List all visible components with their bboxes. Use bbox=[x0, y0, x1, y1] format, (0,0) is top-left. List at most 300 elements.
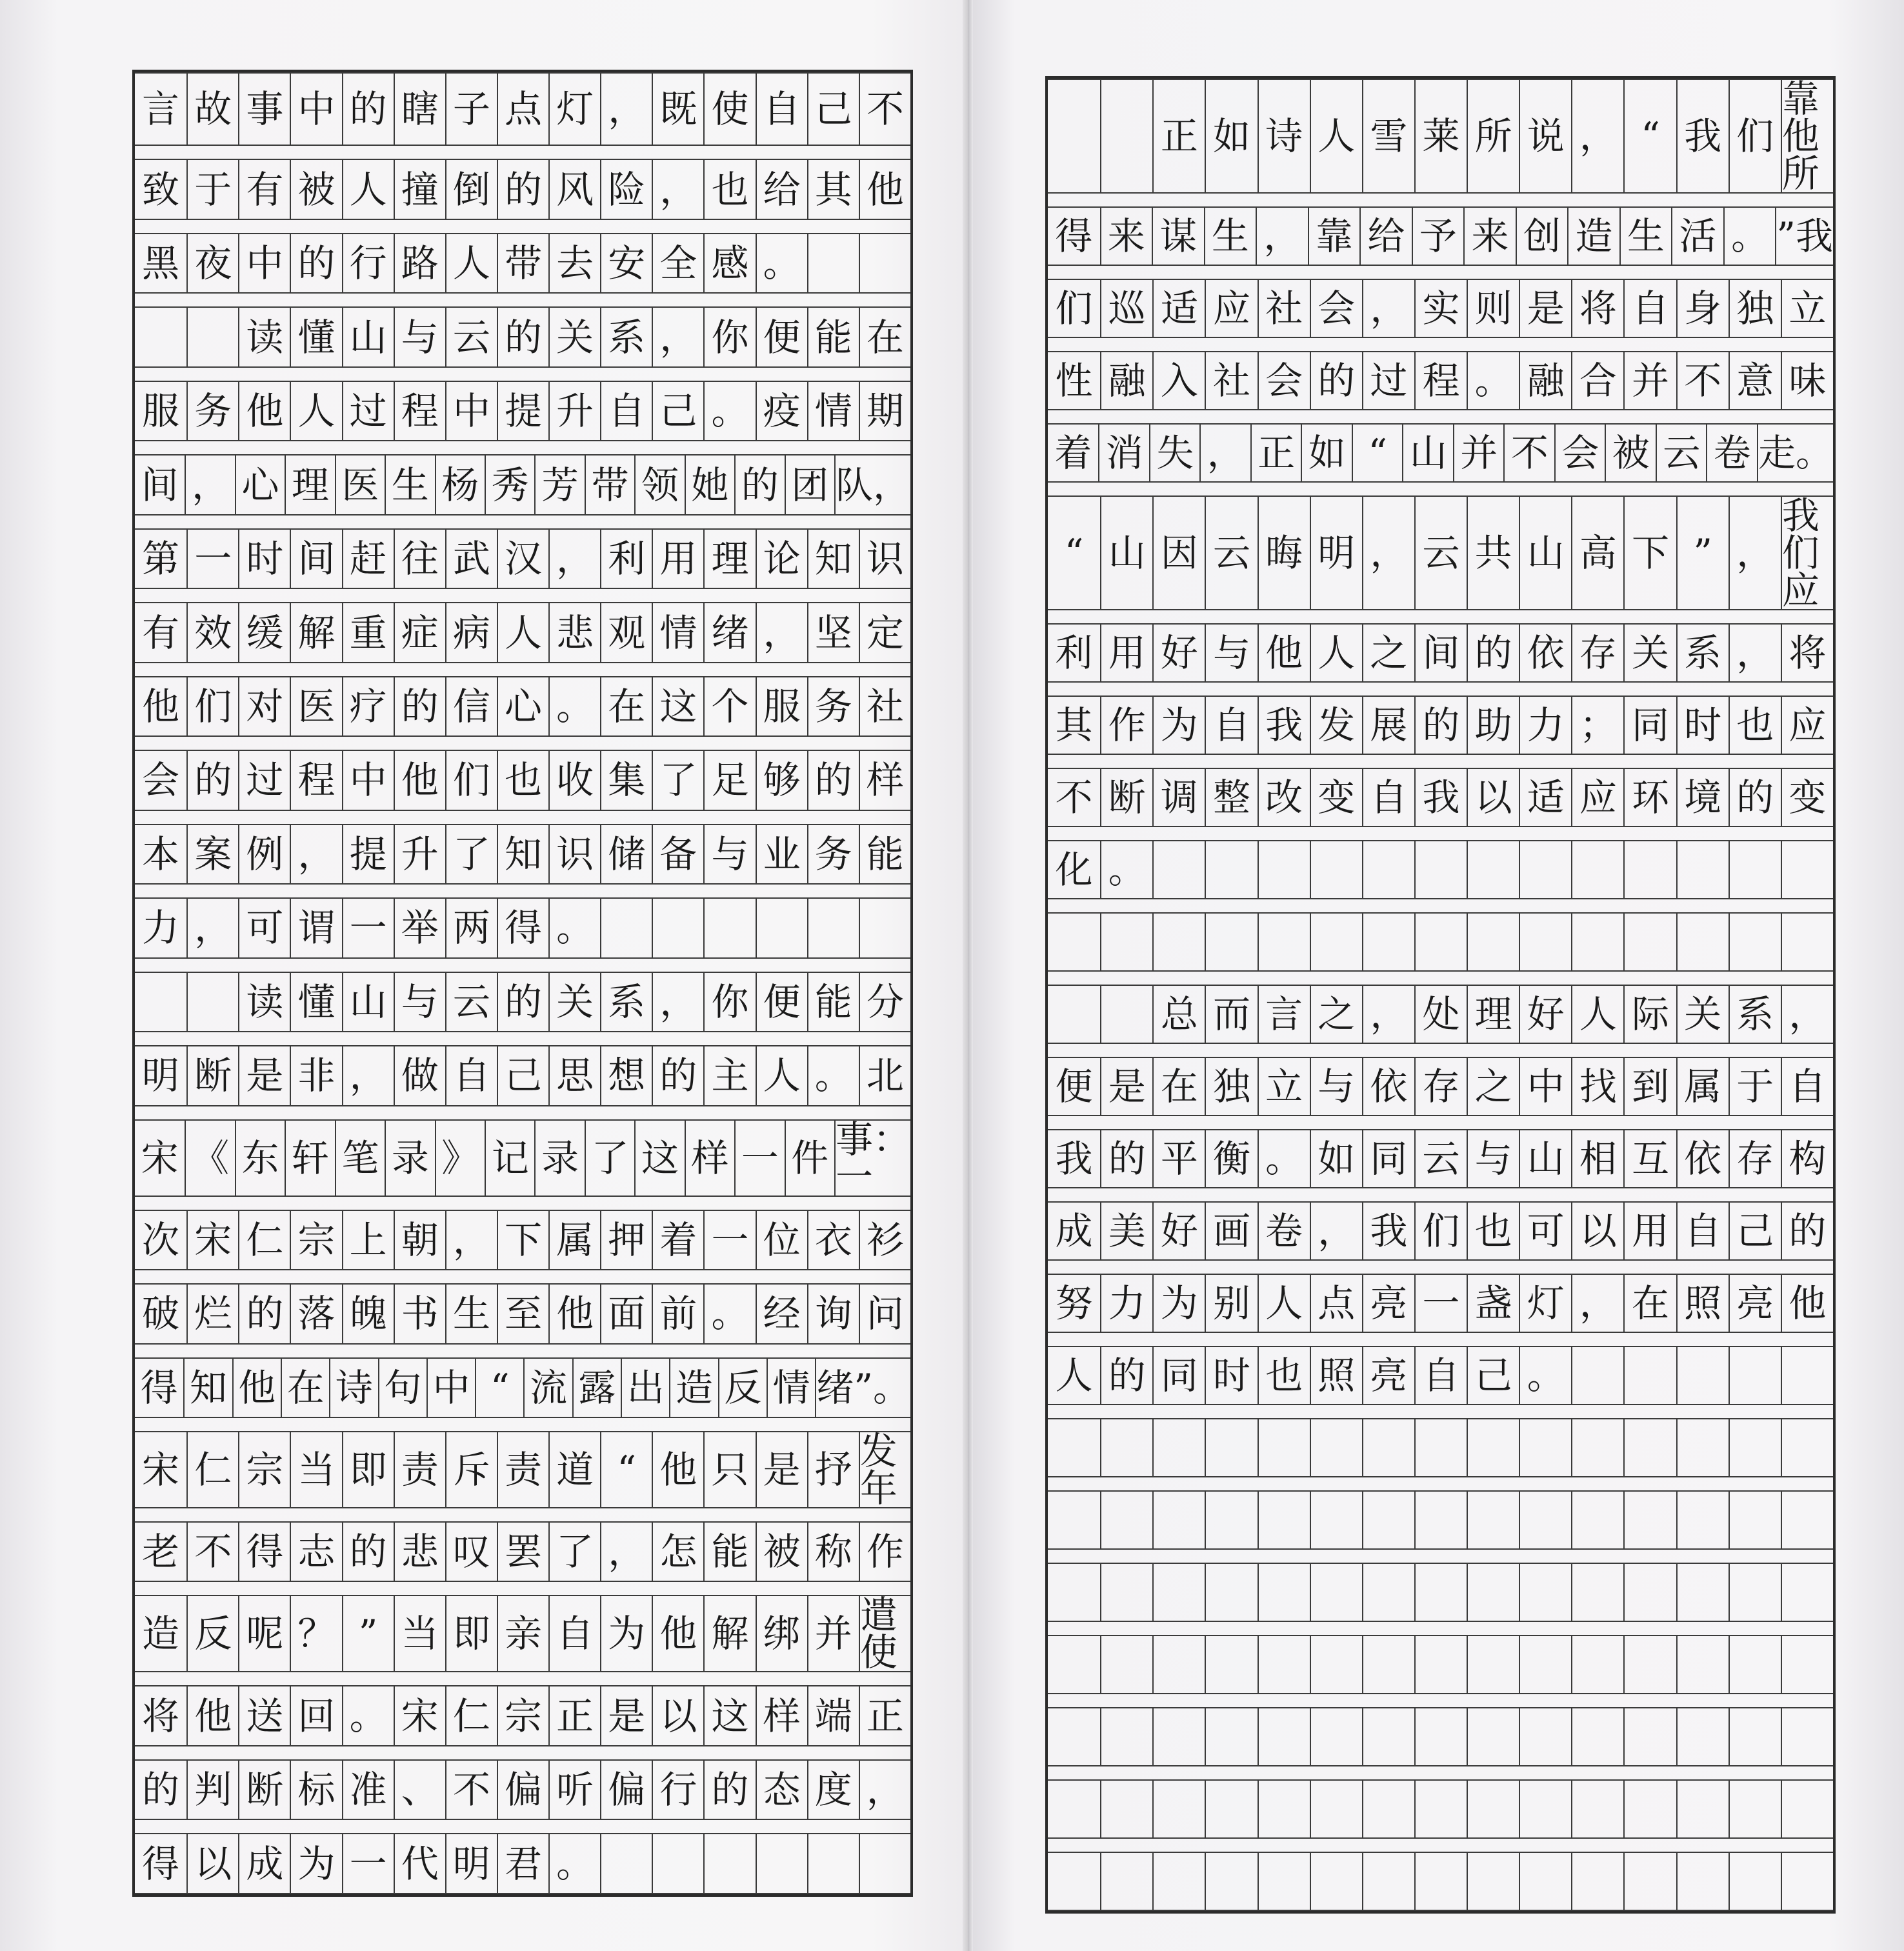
grid-cell: ？ bbox=[290, 1596, 341, 1671]
grid-cell: 应 bbox=[1781, 697, 1833, 754]
grid-row bbox=[135, 885, 910, 958]
grid-cell: 服 bbox=[756, 677, 807, 735]
grid-cell: 罢 bbox=[497, 1523, 548, 1581]
grid-cell: 反 bbox=[718, 1359, 767, 1417]
grid-cell: 与 bbox=[1310, 1058, 1362, 1115]
grid-cell: 依 bbox=[1362, 1058, 1414, 1115]
text-line bbox=[1048, 79, 1833, 194]
grid-cell: 我们应 bbox=[1781, 497, 1833, 609]
grid-cell: 变 bbox=[1781, 769, 1833, 826]
grid-row bbox=[1048, 1839, 1833, 1911]
grid-cell: 样 bbox=[685, 1121, 734, 1196]
grid-cell: 出 bbox=[621, 1359, 669, 1417]
grid-row bbox=[135, 368, 910, 441]
grid-cell: 因 bbox=[1152, 497, 1205, 609]
grid-cell bbox=[1362, 1492, 1414, 1548]
grid-cell: 过 bbox=[1362, 352, 1414, 409]
grid-cell: 标 bbox=[290, 1761, 341, 1819]
grid-cell: “ bbox=[1352, 425, 1403, 481]
grid-cell: ” bbox=[1676, 497, 1729, 609]
text-line bbox=[1048, 768, 1833, 827]
grid-cell: 。 bbox=[1723, 208, 1776, 265]
grid-cell: 的 bbox=[1467, 625, 1519, 681]
grid-cell: 来 bbox=[1463, 208, 1516, 265]
grid-row bbox=[1048, 1694, 1833, 1766]
text-line bbox=[1048, 495, 1833, 610]
grid-cell: 力 bbox=[1519, 697, 1571, 754]
text-line bbox=[1048, 1346, 1833, 1405]
grid-cell: 可 bbox=[238, 899, 290, 957]
grid-cell bbox=[1414, 1853, 1467, 1910]
grid-cell bbox=[1362, 1564, 1414, 1621]
grid-cell bbox=[1781, 841, 1833, 898]
grid-cell: 亮 bbox=[1729, 1275, 1781, 1332]
grid-cell: 绪”。 bbox=[815, 1359, 910, 1417]
grid-cell: 也 bbox=[497, 751, 548, 809]
grid-cell bbox=[1100, 1492, 1152, 1548]
grid-row bbox=[1048, 1188, 1833, 1261]
grid-cell: 照 bbox=[1676, 1275, 1729, 1332]
grid-cell: 只 bbox=[703, 1432, 755, 1507]
grid-cell bbox=[1100, 1708, 1152, 1765]
grid-cell: 押 bbox=[600, 1211, 652, 1269]
grid-cell: 叹 bbox=[445, 1523, 497, 1581]
grid-cell: ； bbox=[1571, 697, 1623, 754]
grid-cell: 流 bbox=[523, 1359, 572, 1417]
grid-cell bbox=[1623, 1419, 1676, 1476]
grid-row bbox=[135, 959, 910, 1032]
grid-row bbox=[135, 589, 910, 663]
grid-cell: 的 bbox=[342, 74, 394, 145]
grid-cell: 在 bbox=[859, 308, 910, 366]
grid-cell: 利 bbox=[600, 530, 652, 588]
grid-cell: 的 bbox=[1100, 1130, 1152, 1187]
grid-cell: 云 bbox=[1414, 497, 1467, 609]
grid-row bbox=[1048, 483, 1833, 610]
grid-cell: 得 bbox=[142, 1841, 180, 1886]
grid-cell: 人 bbox=[1055, 1354, 1093, 1397]
grid-cell: 非 bbox=[290, 1046, 341, 1105]
grid-cell: 社 bbox=[1205, 352, 1257, 409]
grid-cell: 依 bbox=[1519, 625, 1571, 681]
grid-cell: 应 bbox=[1571, 769, 1623, 826]
grid-row bbox=[135, 663, 910, 737]
grid-cell: 适 bbox=[1152, 280, 1205, 337]
grid-cell bbox=[1571, 1419, 1623, 1476]
grid-cell: 足 bbox=[703, 751, 755, 809]
grid-cell: 走。 bbox=[1757, 425, 1833, 481]
grid-cell: 点 bbox=[497, 74, 548, 145]
grid-cell: 人 bbox=[756, 1046, 807, 1105]
grid-cell bbox=[135, 308, 186, 366]
grid-cell bbox=[1519, 1419, 1571, 1476]
grid-cell: 是 bbox=[1519, 280, 1571, 337]
grid-cell: 其 bbox=[1055, 703, 1093, 747]
grid-row bbox=[135, 1418, 910, 1508]
grid-row bbox=[135, 1820, 910, 1894]
grid-row bbox=[1048, 338, 1833, 410]
grid-cell: 的 bbox=[497, 973, 548, 1031]
grid-cell: 经 bbox=[756, 1285, 807, 1343]
grid-cell: 好 bbox=[1519, 986, 1571, 1043]
grid-cell: 时 bbox=[1676, 697, 1729, 754]
grid-cell bbox=[1467, 1781, 1519, 1837]
grid-row bbox=[1048, 683, 1833, 755]
grid-cell: 的 bbox=[734, 455, 784, 514]
grid-cell: 如 bbox=[1301, 425, 1352, 481]
grid-cell bbox=[1152, 1636, 1205, 1693]
grid-cell: 当 bbox=[290, 1432, 341, 1507]
grid-cell: 点 bbox=[1310, 1275, 1362, 1332]
grid-cell: 互 bbox=[1623, 1130, 1676, 1187]
grid-cell: 将 bbox=[1571, 280, 1623, 337]
grid-cell bbox=[807, 1834, 859, 1892]
grid-cell: 件 bbox=[785, 1121, 834, 1196]
grid-cell: 属 bbox=[548, 1211, 600, 1269]
grid-cell: 仁 bbox=[186, 1432, 238, 1507]
text-line bbox=[135, 1357, 910, 1418]
grid-cell: 称 bbox=[807, 1523, 859, 1581]
grid-cell: 样 bbox=[756, 1686, 807, 1745]
grid-cell: 样 bbox=[859, 751, 910, 809]
text-line bbox=[135, 1759, 910, 1820]
grid-cell: 际 bbox=[1623, 986, 1676, 1043]
grid-cell bbox=[1152, 1419, 1205, 1476]
grid-cell bbox=[1781, 1564, 1833, 1621]
grid-cell bbox=[1729, 1347, 1781, 1404]
text-line bbox=[1048, 1563, 1833, 1622]
grid-cell: 系 bbox=[1676, 625, 1729, 681]
grid-cell: 关 bbox=[548, 973, 600, 1031]
grid-cell: ， bbox=[185, 455, 234, 514]
grid-cell bbox=[1623, 841, 1676, 898]
grid-cell bbox=[1048, 1853, 1100, 1910]
grid-cell: 生 bbox=[1619, 208, 1672, 265]
grid-cell: 画 bbox=[1205, 1203, 1257, 1259]
grid-cell: 他 bbox=[548, 1285, 600, 1343]
text-line bbox=[1048, 912, 1833, 972]
grid-cell: 程 bbox=[1414, 352, 1467, 409]
grid-cell: 间 bbox=[290, 530, 341, 588]
grid-cell: 准 bbox=[342, 1761, 394, 1819]
grid-cell: 诗 bbox=[329, 1359, 377, 1417]
grid-cell: 失 bbox=[1149, 425, 1200, 481]
grid-row bbox=[135, 294, 910, 367]
grid-cell: 、 bbox=[394, 1761, 445, 1819]
grid-cell bbox=[1100, 986, 1152, 1043]
grid-cell: 时 bbox=[238, 530, 290, 588]
text-line bbox=[1048, 1779, 1833, 1839]
grid-cell: 人 bbox=[1258, 1275, 1310, 1332]
grid-cell bbox=[1519, 1853, 1571, 1910]
grid-cell bbox=[1729, 1492, 1781, 1548]
grid-cell: ， bbox=[290, 825, 341, 883]
grid-cell: 黑 bbox=[142, 241, 180, 286]
grid-cell: 主 bbox=[703, 1046, 755, 1105]
text-line bbox=[135, 306, 910, 367]
grid-cell bbox=[1362, 1636, 1414, 1693]
grid-cell: 的 bbox=[142, 1768, 180, 1812]
grid-cell: 己 bbox=[497, 1046, 548, 1105]
grid-cell bbox=[1414, 1781, 1467, 1837]
grid-cell: 做 bbox=[394, 1046, 445, 1105]
text-line bbox=[1048, 423, 1833, 483]
grid-cell: 询 bbox=[807, 1285, 859, 1343]
grid-cell bbox=[1519, 1636, 1571, 1693]
grid-cell: 险 bbox=[600, 160, 652, 218]
grid-cell: 卷 bbox=[1258, 1203, 1310, 1259]
text-line bbox=[135, 528, 910, 589]
grid-cell: ， bbox=[186, 899, 238, 957]
grid-cell bbox=[1623, 1781, 1676, 1837]
grid-cell bbox=[1467, 1636, 1519, 1693]
grid-cell: 存 bbox=[1729, 1130, 1781, 1187]
grid-cell: 以 bbox=[652, 1686, 703, 1745]
grid-cell: 业 bbox=[756, 825, 807, 883]
grid-cell: 山 bbox=[1519, 497, 1571, 609]
grid-cell: 衫 bbox=[859, 1211, 910, 1269]
grid-cell bbox=[1310, 1781, 1362, 1837]
grid-cell bbox=[1571, 914, 1623, 970]
grid-cell: 位 bbox=[756, 1211, 807, 1269]
grid-cell: 依 bbox=[1676, 1130, 1729, 1187]
text-line bbox=[1048, 1418, 1833, 1477]
grid-cell: 会 bbox=[1554, 425, 1605, 481]
grid-cell: 医 bbox=[335, 455, 385, 514]
grid-cell: 构 bbox=[1781, 1130, 1833, 1187]
grid-cell: 他 bbox=[186, 1686, 238, 1745]
text-line bbox=[1048, 985, 1833, 1044]
grid-cell bbox=[1414, 1636, 1467, 1693]
grid-cell: 会 bbox=[1310, 280, 1362, 337]
grid-cell: 不 bbox=[186, 1523, 238, 1581]
grid-cell: 味 bbox=[1781, 352, 1833, 409]
grid-cell: 。 bbox=[807, 1046, 859, 1105]
grid-cell bbox=[1729, 1564, 1781, 1621]
grid-cell: 端 bbox=[807, 1686, 859, 1745]
grid-cell: 思 bbox=[548, 1046, 600, 1105]
grid-cell bbox=[1258, 1419, 1310, 1476]
grid-cell: 责 bbox=[497, 1432, 548, 1507]
grid-cell bbox=[1100, 1564, 1152, 1621]
grid-cell bbox=[1467, 1419, 1519, 1476]
grid-cell: 应 bbox=[1205, 280, 1257, 337]
grid-cell: 时 bbox=[1205, 1347, 1257, 1404]
grid-cell: 悲 bbox=[394, 1523, 445, 1581]
grid-cell bbox=[186, 973, 238, 1031]
grid-cell: 山 bbox=[342, 973, 394, 1031]
grid-cell: 其 bbox=[807, 160, 859, 218]
grid-cell: 论 bbox=[756, 530, 807, 588]
grid-cell bbox=[1623, 1492, 1676, 1548]
grid-cell: 一 bbox=[342, 1834, 394, 1892]
grid-cell: 说 bbox=[1519, 80, 1571, 192]
grid-cell bbox=[1623, 1636, 1676, 1693]
grid-cell: 可 bbox=[1519, 1203, 1571, 1259]
grid-cell: 君 bbox=[497, 1834, 548, 1892]
grid-cell: 正 bbox=[548, 1686, 600, 1745]
grid-cell: 好 bbox=[1152, 625, 1205, 681]
grid-cell: 作 bbox=[1100, 697, 1152, 754]
grid-cell: 如 bbox=[1205, 80, 1257, 192]
grid-cell bbox=[1467, 1492, 1519, 1548]
grid-cell: 得 bbox=[1055, 214, 1093, 258]
grid-cell: 作 bbox=[859, 1523, 910, 1581]
grid-cell: 自 bbox=[1676, 1203, 1729, 1259]
grid-cell: 同 bbox=[1152, 1347, 1205, 1404]
grid-cell: 山 bbox=[1100, 497, 1152, 609]
text-line bbox=[1048, 1490, 1833, 1550]
grid-cell: 提 bbox=[342, 825, 394, 883]
grid-cell: 读 bbox=[238, 973, 290, 1031]
grid-cell: 被 bbox=[756, 1523, 807, 1581]
grid-cell: 人 bbox=[290, 382, 341, 440]
grid-cell: 轩 bbox=[285, 1121, 334, 1196]
grid-cell: 我 bbox=[1055, 1137, 1093, 1181]
grid-cell: 将 bbox=[142, 1694, 180, 1738]
grid-row bbox=[1048, 827, 1833, 899]
text-line bbox=[135, 233, 910, 294]
grid-cell: 在 bbox=[281, 1359, 329, 1417]
grid-cell: 用 bbox=[652, 530, 703, 588]
grid-cell: 言 bbox=[1258, 986, 1310, 1043]
grid-cell: 别 bbox=[1205, 1275, 1257, 1332]
grid-cell: 坚 bbox=[807, 603, 859, 661]
grid-row bbox=[1048, 1261, 1833, 1333]
grid-cell: 当 bbox=[394, 1596, 445, 1671]
grid-cell: 夜 bbox=[186, 234, 238, 292]
grid-cell bbox=[1519, 1492, 1571, 1548]
grid-cell bbox=[807, 234, 859, 292]
grid-cell bbox=[859, 899, 910, 957]
grid-cell: 自 bbox=[445, 1046, 497, 1105]
grid-cell: ， bbox=[1362, 986, 1414, 1043]
grid-cell: 融 bbox=[1100, 352, 1152, 409]
text-line bbox=[1048, 1852, 1833, 1911]
grid-cell bbox=[1467, 1853, 1519, 1910]
grid-cell: 靠他所 bbox=[1781, 80, 1833, 192]
grid-cell bbox=[1258, 1853, 1310, 1910]
grid-cell: 魄 bbox=[342, 1285, 394, 1343]
grid-cell: 理 bbox=[1467, 986, 1519, 1043]
grid-cell bbox=[1623, 1708, 1676, 1765]
grid-row bbox=[135, 811, 910, 885]
grid-cell bbox=[1100, 1419, 1152, 1476]
grid-cell: 在 bbox=[600, 677, 652, 735]
grid-cell: 中 bbox=[290, 74, 341, 145]
grid-cell: 为 bbox=[600, 1596, 652, 1671]
grid-cell: 想 bbox=[600, 1046, 652, 1105]
grid-cell: 书 bbox=[394, 1285, 445, 1343]
grid-cell: 断 bbox=[238, 1761, 290, 1819]
grid-cell: 独 bbox=[1205, 1058, 1257, 1115]
grid-cell: “ bbox=[1623, 80, 1676, 192]
grid-cell: 武 bbox=[445, 530, 497, 588]
grid-cell: 老 bbox=[142, 1530, 180, 1574]
grid-cell: 感 bbox=[703, 234, 755, 292]
grid-cell bbox=[1623, 914, 1676, 970]
grid-cell: 与 bbox=[1467, 1130, 1519, 1187]
grid-cell: 代 bbox=[394, 1834, 445, 1892]
grid-cell bbox=[652, 899, 703, 957]
grid-cell: 谋 bbox=[1152, 208, 1204, 265]
grid-cell: 得 bbox=[497, 899, 548, 957]
grid-cell: 美 bbox=[1100, 1203, 1152, 1259]
grid-row bbox=[135, 1508, 910, 1582]
grid-cell: 。 bbox=[548, 677, 600, 735]
grid-cell: 集 bbox=[600, 751, 652, 809]
grid-cell: 展 bbox=[1362, 697, 1414, 754]
grid-cell: 化 bbox=[1055, 848, 1093, 892]
text-line bbox=[135, 1833, 910, 1894]
grid-cell bbox=[600, 899, 652, 957]
grid-cell: 宗 bbox=[238, 1432, 290, 1507]
grid-row bbox=[135, 1106, 910, 1197]
grid-cell: 共 bbox=[1467, 497, 1519, 609]
grid-cell: 发年 bbox=[859, 1432, 910, 1507]
grid-cell: 回 bbox=[290, 1686, 341, 1745]
grid-cell: 知 bbox=[183, 1359, 232, 1417]
grid-row bbox=[135, 441, 910, 515]
grid-cell bbox=[1310, 1492, 1362, 1548]
grid-cell bbox=[1729, 1419, 1781, 1476]
grid-cell: 。 bbox=[703, 382, 755, 440]
grid-row bbox=[135, 146, 910, 219]
grid-cell: 诗 bbox=[1258, 80, 1310, 192]
grid-cell: 云 bbox=[445, 973, 497, 1031]
grid-cell: 是 bbox=[1100, 1058, 1152, 1115]
grid-cell: 去 bbox=[548, 234, 600, 292]
grid-cell: 他 bbox=[1781, 1275, 1833, 1332]
grid-cell: 的 bbox=[290, 234, 341, 292]
grid-cell: 宋 bbox=[142, 1447, 180, 1492]
grid-cell: 。 bbox=[548, 899, 600, 957]
grid-cell: 理 bbox=[703, 530, 755, 588]
grid-cell: 中 bbox=[238, 234, 290, 292]
text-line bbox=[1048, 1201, 1833, 1261]
grid-cell: 中 bbox=[342, 751, 394, 809]
grid-cell bbox=[1467, 914, 1519, 970]
grid-cell bbox=[1152, 1492, 1205, 1548]
grid-cell: 人 bbox=[1310, 80, 1362, 192]
grid-row bbox=[135, 1672, 910, 1746]
grid-cell bbox=[1310, 1564, 1362, 1621]
text-line bbox=[135, 972, 910, 1032]
grid-cell bbox=[1571, 1347, 1623, 1404]
grid-cell: 亮 bbox=[1362, 1275, 1414, 1332]
grid-cell: 正 bbox=[859, 1686, 910, 1745]
grid-cell: 不 bbox=[445, 1761, 497, 1819]
grid-cell: 过 bbox=[238, 751, 290, 809]
text-line bbox=[1048, 623, 1833, 683]
grid-cell: 云 bbox=[1656, 425, 1707, 481]
grid-cell: 与 bbox=[394, 973, 445, 1031]
grid-cell: 上 bbox=[342, 1211, 394, 1269]
grid-cell: 。 bbox=[703, 1285, 755, 1343]
grid-cell: 能 bbox=[807, 308, 859, 366]
grid-cell: ， bbox=[1310, 1203, 1362, 1259]
grid-cell: 关 bbox=[1676, 986, 1729, 1043]
grid-cell: 人 bbox=[445, 234, 497, 292]
grid-cell: 。 bbox=[342, 1686, 394, 1745]
grid-cell: 发 bbox=[1310, 697, 1362, 754]
grid-cell: 便 bbox=[756, 308, 807, 366]
grid-row bbox=[135, 1345, 910, 1418]
grid-cell: ， bbox=[859, 1761, 910, 1819]
grid-cell: 的 bbox=[342, 1523, 394, 1581]
grid-cell: 他 bbox=[1258, 625, 1310, 681]
grid-cell: 人 bbox=[497, 603, 548, 661]
